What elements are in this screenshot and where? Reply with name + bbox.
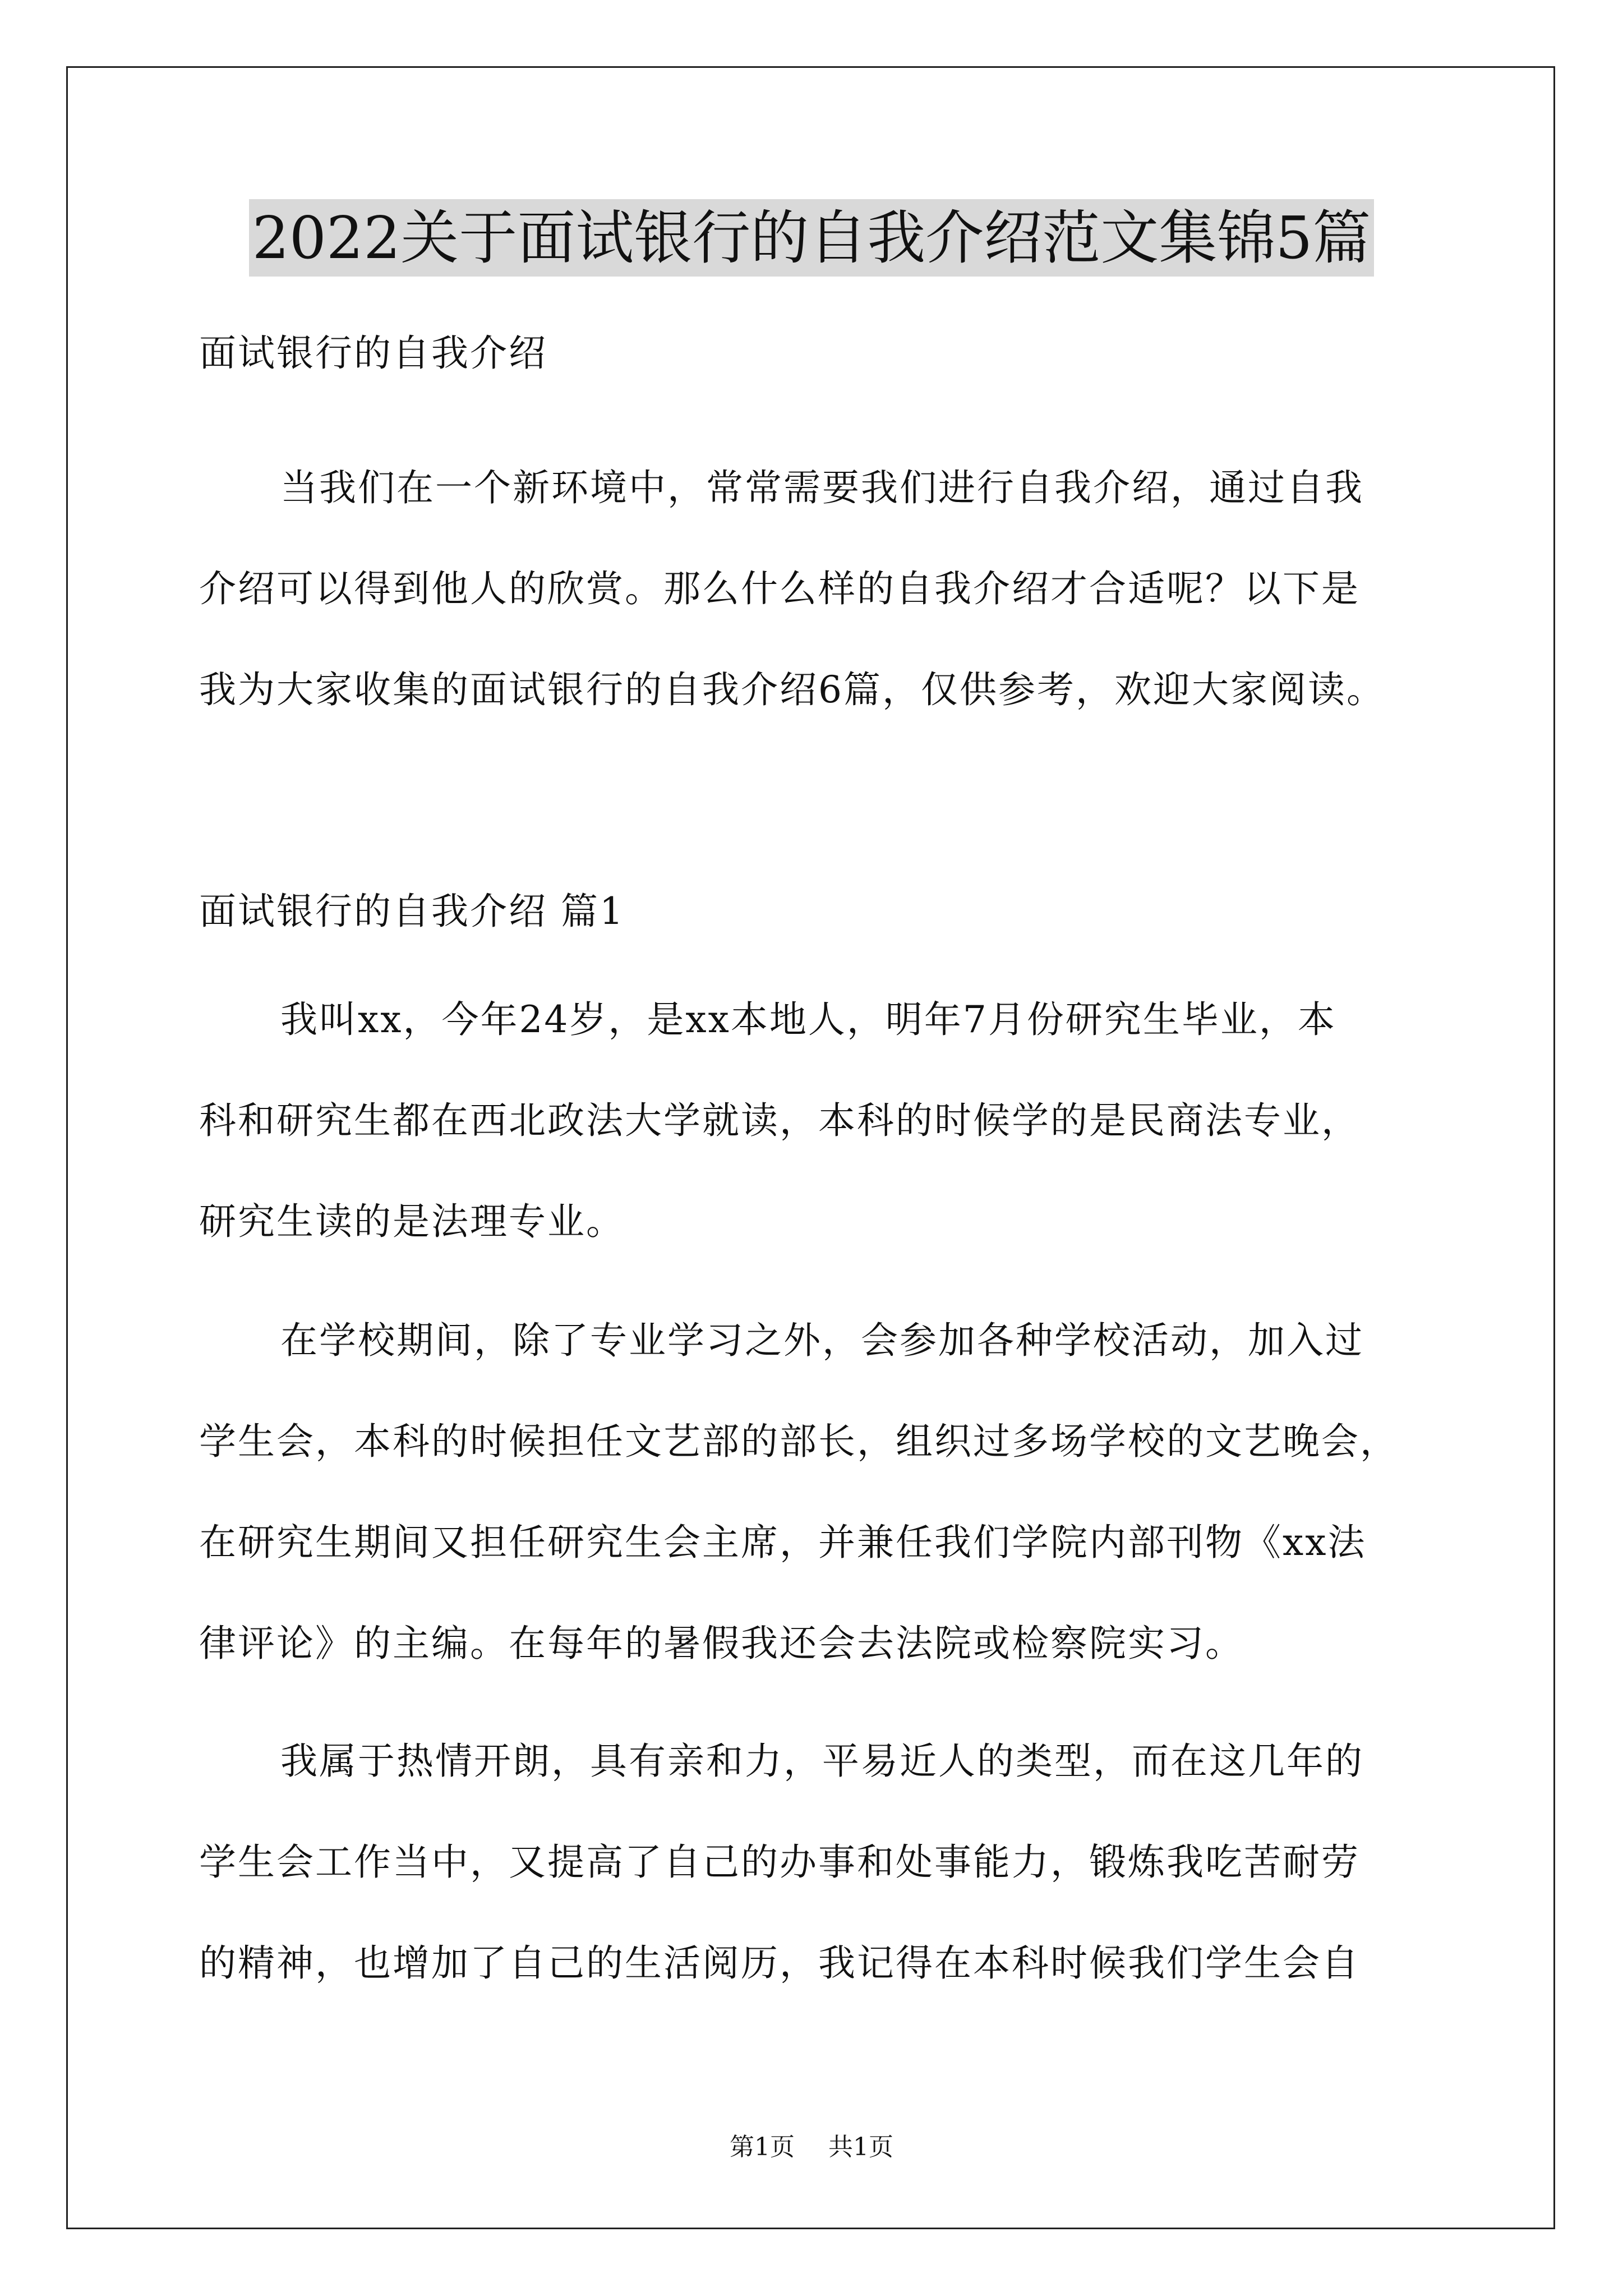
paragraph-line: 介绍可以得到他人的欣赏。那么什么样的自我介绍才合适呢？以下是 (199, 567, 1360, 610)
paragraph-line: 科和研究生都在西北政法大学就读，本科的时候学的是民商法专业， (199, 1099, 1360, 1142)
paragraph-line: 在研究生期间又担任研究生会主席，并兼任我们学院内部刊物《xx法 (199, 1521, 1367, 1564)
paragraph-line: 我叫xx，今年24岁，是xx本地人，明年7月份研究生毕业，本 (280, 998, 1336, 1041)
title-container (0, 199, 1623, 277)
paragraph-line: 研究生读的是法理专业。 (199, 1200, 625, 1243)
paragraph-line: 学生会工作当中，又提高了自己的办事和处事能力，锻炼我吃苦耐劳 (199, 1841, 1360, 1884)
section-heading: 面试银行的自我介绍 篇1 (199, 890, 625, 933)
paragraph-line: 在学校期间，除了专业学习之外，会参加各种学校活动，加入过 (280, 1319, 1364, 1362)
paragraph-line: 学生会，本科的时候担任文艺部的部长，组织过多场学校的文艺晚会， (199, 1420, 1399, 1463)
page-total: 共1页 (828, 2133, 893, 2161)
paragraph-line: 当我们在一个新环境中，常常需要我们进行自我介绍，通过自我 (280, 466, 1364, 509)
paragraph-line: 的精神，也增加了自己的生活阅历，我记得在本科时候我们学生会自 (199, 1941, 1360, 1985)
page-border (66, 66, 1555, 2229)
document-title: 2022关于面试银行的自我介绍范文集锦5篇 (249, 199, 1375, 277)
paragraph-line: 律评论》的主编。在每年的暑假我还会去法院或检察院实习。 (199, 1622, 1244, 1665)
paragraph-line: 我为大家收集的面试银行的自我介绍6篇，仅供参考，欢迎大家阅读。 (199, 668, 1385, 711)
paragraph-line: 我属于热情开朗，具有亲和力，平易近人的类型，而在这几年的 (280, 1740, 1364, 1783)
section-heading: 面试银行的自我介绍 (199, 332, 547, 375)
page-number: 第1页 (730, 2133, 795, 2161)
page-footer (0, 2132, 1623, 2163)
